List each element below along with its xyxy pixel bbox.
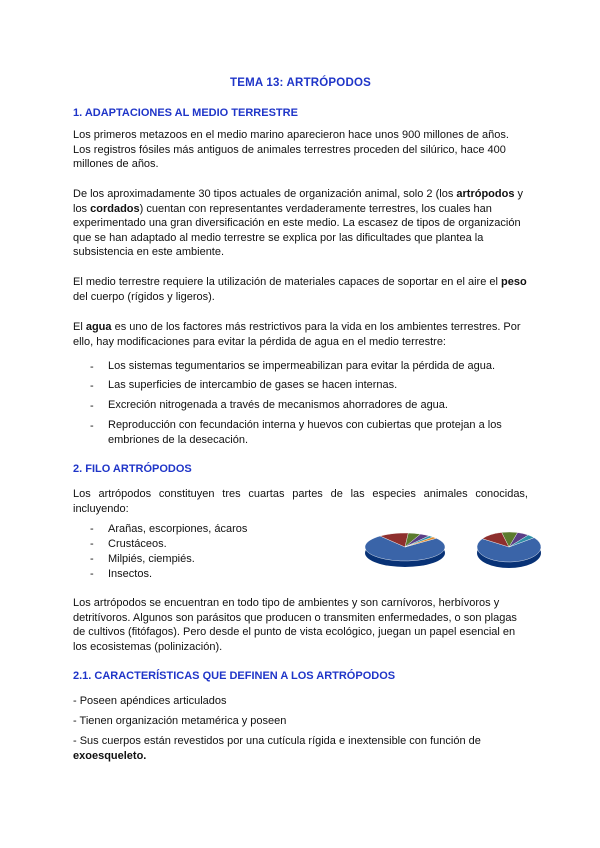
text-run: del cuerpo (rígidos y ligeros).	[73, 290, 215, 303]
section-1-paragraph-3	[73, 275, 528, 304]
bullet-dash: -	[90, 568, 94, 580]
list-item: Milpiés, ciempiés.	[108, 553, 195, 565]
bullet-dash: -	[90, 553, 94, 565]
bullet-dash: -	[90, 420, 94, 432]
list-item: Arañas, escorpiones, ácaros	[108, 523, 248, 535]
text-run: y los	[73, 188, 524, 215]
text-run: ) cuentan con representantes verdaderamente terrestres, los cuales han experimentado una gran diversificación en este medio. La escasez de tipos de organización que se han adaptado al medio terrestre se explica por las dificultades que plantea la subsistencia en este ambiente.	[73, 202, 521, 259]
feature-line-2: - Tienen organización metamérica y poseen	[73, 715, 287, 727]
section-2-paragraph-1: Los artrópodos constituyen tres cuartas partes de las especies animales conocidas, incluyendo:	[73, 488, 528, 515]
bullet-dash: -	[90, 523, 94, 535]
bullet-dash: -	[90, 538, 94, 550]
section-2-paragraph-2: Los artrópodos se encuentran en todo tipo de ambientes y son carnívoros, herbívoros y detritívoros. Algunos son parásitos que producen o transmiten enfermedades, o son plagas de cultivos (fitófagos). Pero desde el punto de vista ecológico, juegan un papel esencial en los ecosistemas (polinización).	[73, 597, 517, 653]
feature-line-4: exoesqueleto.	[73, 750, 147, 762]
list-item: Las superficies de intercambio de gases se hacen internas.	[108, 379, 398, 391]
bold-term: artrópodos	[456, 188, 515, 200]
list-item: Excreción nitrogenada a través de mecanismos ahorradores de agua.	[108, 399, 448, 411]
section-1-paragraph-4	[73, 320, 528, 349]
pie-charts-figure	[357, 517, 557, 581]
document-title: TEMA 13: ARTRÓPODOS	[230, 77, 371, 89]
bold-term: agua	[85, 321, 112, 333]
list-item: Crustáceos.	[108, 538, 167, 550]
list-item: Insectos.	[108, 568, 153, 580]
feature-line-1: - Poseen apéndices articulados	[73, 695, 227, 707]
section-2-heading: 2. FILO ARTRÓPODOS	[73, 463, 192, 475]
list-item: Reproducción con fecundación interna y huevos con cubiertas que protejan a los embriones de la desecación.	[108, 419, 502, 446]
bold-term: peso	[501, 276, 527, 288]
section-2-1-heading: 2.1. CARACTERÍSTICAS QUE DEFINEN A LOS ARTRÓPODOS	[73, 670, 396, 682]
section-1-paragraph-1: Los primeros metazoos en el medio marino aparecieron hace unos 900 millones de años. Los registros fósiles más antiguos de animales terrestres proceden del silúrico, hace 400 millones de años.	[73, 129, 509, 171]
text-run: El	[73, 321, 86, 333]
bullet-dash: -	[90, 361, 94, 373]
text-run: es uno de los factores más restrictivos para la vida en los ambientes terrestres. Por ello, hay modificaciones para evitar la pérdida de agua en el medio terrestre:	[73, 321, 521, 348]
text-run: El medio terrestre requiere la utilización de materiales capaces de soportar en el aire el	[73, 276, 501, 288]
bold-term: cordados	[90, 202, 140, 215]
feature-line-3: - Sus cuerpos están revestidos por una cutícula rígida e inextensible con función de	[73, 735, 481, 747]
list-item: Los sistemas tegumentarios se impermeabilizan para evitar la pérdida de agua.	[108, 360, 496, 372]
bullet-dash: -	[90, 400, 94, 412]
section-1-heading: 1. ADAPTACIONES AL MEDIO TERRESTRE	[73, 107, 298, 119]
bullet-dash: -	[90, 380, 94, 392]
section-1-paragraph-2	[73, 187, 528, 260]
text-run: De los aproximadamente 30 tipos actuales de organización animal, solo 2 (los	[73, 188, 457, 200]
